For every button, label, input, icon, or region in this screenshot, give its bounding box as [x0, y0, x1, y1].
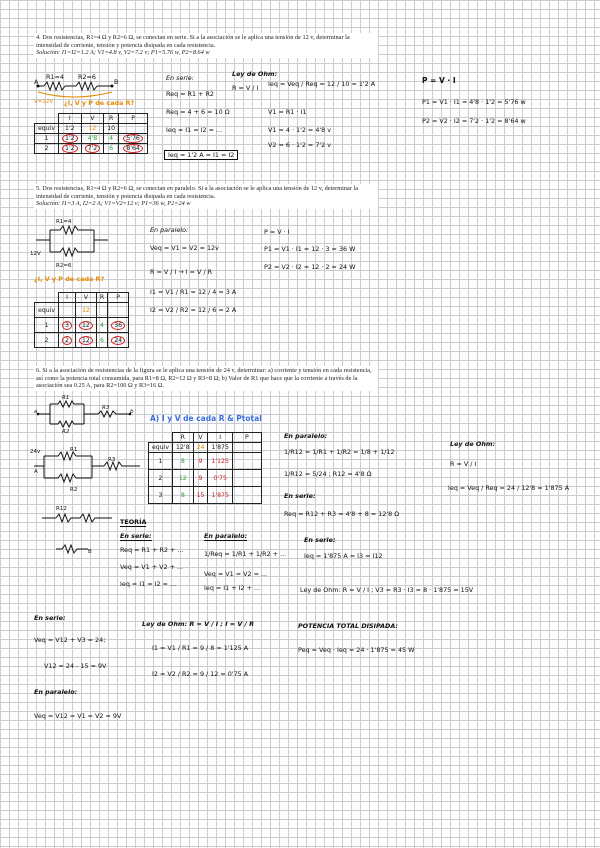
problem-5-solution: Solución: I1=3 A, I2=2 A; V1=V2=12 v; P1=36 w, P2=24 w [36, 200, 191, 208]
problem-6-theory-serie: En serie: [120, 532, 152, 540]
problem-6-pot-calc: Peq = Veq · Ieq = 24 · 1'875 = 45 W [298, 646, 415, 654]
problem-6-table [148, 432, 262, 504]
table-header-cell: P [108, 293, 129, 303]
table-cell [59, 134, 82, 144]
table-cell: 1'125 [208, 453, 232, 470]
table-cell-value: 3 [62, 321, 72, 330]
table-cell: 1'875 [208, 443, 232, 453]
table-header-cell: P [119, 114, 148, 124]
problem-4-ieq-formula: Ieq = I1 = I2 = ... [166, 126, 223, 134]
problem-5-p-formula: P = V · I [264, 228, 290, 236]
table-cell [81, 134, 104, 144]
problem-6-theory-paralelo: En paralelo: [204, 532, 248, 540]
table-cell-value: 12 [79, 336, 93, 345]
problem-4-r2-label: R2=6 [78, 73, 96, 81]
table-cell: 8 [173, 453, 194, 470]
table-header-cell [35, 114, 59, 124]
problem-4-v1-formula: V1 = R1 · I1 [268, 108, 307, 116]
problem-4-table [34, 113, 148, 154]
table-row [149, 470, 262, 487]
problem-5-i1: I1 = V1 / R1 = 12 / 4 = 3 A [150, 288, 237, 296]
problem-6-veq-par: Veq = V12 = V1 = V2 = 9V [34, 712, 122, 720]
table-cell: 8 [173, 487, 194, 504]
table-cell-value: 8'64 [123, 144, 143, 153]
table-header-cell: R [104, 114, 119, 124]
problem-5-i2: I2 = V2 / R2 = 12 / 6 = 2 A [150, 306, 237, 314]
problem-6-par-formula: 1/R12 = 1/R1 + 1/R2 = 1/8 + 1/12 [284, 448, 395, 456]
problem-4-ieq-value: Ieq = 1'2 A = I1 = I2 [164, 150, 238, 160]
problem-5-p2: P2 = V2 · I2 = 12 · 2 = 24 W [264, 263, 356, 271]
problem-4-solution: Solución: I1=I2=1.2 A; V1=4.8 v, V2=7.2 v; P1=5.76 w, P2=8.64 w [36, 49, 210, 57]
problem-5-text: 5. Dos resistencias, R1=4 Ω y R2=6 Ω, se conectan en paralelo. Si a la asociación se le aplica una tensión de 12 v, determinar la intensidad de corriente, tensión y potencia disipada en cada resistencia. [36, 185, 359, 200]
table-cell [59, 144, 82, 154]
problem-4-en-serie: En serie: [166, 74, 194, 82]
problem-5-r1-label: R1=4 [56, 219, 72, 225]
table-cell-value: 4'8 [87, 135, 98, 142]
table-cell-value: 24 [111, 336, 125, 345]
table-header-row [149, 433, 262, 443]
table-cell [119, 144, 148, 154]
problem-6-fig-r2: R2 [62, 429, 70, 435]
problem-6-statement [34, 366, 378, 391]
table-cell [108, 318, 129, 333]
table-cell [108, 333, 129, 348]
problem-6-ohm-v3: Ley de Ohm: R = V / I ; V3 = R3 · I3 = 8 · 1'875 = 15V [300, 586, 474, 594]
table-cell [75, 318, 96, 333]
problem-6-ohm-title: Ley de Ohm: [450, 440, 496, 448]
problem-6-pot-title: POTENCIA TOTAL DISIPADA: [298, 622, 398, 630]
table-cell [59, 303, 76, 318]
table-header-cell: V [81, 114, 104, 124]
table-cell: 12 [173, 470, 194, 487]
table-cell [232, 470, 261, 487]
table-row [35, 318, 129, 333]
table-cell: 2 [149, 470, 173, 487]
table-row [149, 443, 262, 453]
problem-6-par-result: 1/R12 = 5/24 ; R12 = 4'8 Ω [284, 470, 372, 478]
table-cell [59, 318, 76, 333]
table-cell: 24 [193, 443, 208, 453]
problem-6-veq-sum: Veq = V12 + V3 = 24; [34, 636, 106, 644]
table-cell [59, 333, 76, 348]
table-cell: 1'875 [208, 487, 232, 504]
table-header-cell: R [96, 293, 107, 303]
table-cell [119, 124, 148, 134]
problem-6-circ-r3: R3 [108, 457, 116, 463]
table-header-cell: P [232, 433, 261, 443]
problem-4-p-formula: P = V · I [422, 76, 456, 85]
problem-4-statement [34, 33, 378, 58]
problem-4-req-formula: Req = R1 + R2 [166, 90, 214, 98]
problem-4-ohm-title: Ley de Ohm: [232, 70, 278, 78]
problem-5-circuit [34, 224, 114, 264]
table-cell [75, 333, 96, 348]
problem-6-en-paralelo-2: En paralelo: [34, 688, 78, 696]
problem-5-p1: P1 = V1 · I1 = 12 · 3 = 36 W [264, 245, 356, 253]
table-cell: equiv [35, 124, 59, 134]
problem-6-figure [34, 398, 138, 432]
table-header-cell: R [173, 433, 194, 443]
problem-4-p1: P1 = V1 · I1 = 4'8 · 1'2 = 5'76 w [422, 98, 526, 106]
problem-4-v1-value: V1 = 4 · 1'2 = 4'8 v [268, 126, 332, 134]
table-cell-value: 12 [79, 321, 93, 330]
table-header-cell: V [75, 293, 96, 303]
problem-5-question: ¿I, V y P de cada R? [34, 275, 105, 283]
table-row [35, 144, 148, 154]
table-cell: 0'75 [208, 470, 232, 487]
table-header-cell: V [193, 433, 208, 443]
table-cell: 3 [149, 487, 173, 504]
problem-4-ohm-formula: R = V / I [232, 84, 259, 92]
problem-6-i2: I2 = V2 / R2 = 9 / 12 = 0'75 A [152, 670, 249, 678]
problem-6-circuit [30, 448, 150, 500]
table-cell: equiv [35, 303, 59, 318]
problem-6-ohm-ieq: Ieq = Veq / Req = 24 / 12'8 = 1'875 A [448, 484, 570, 492]
table-cell: 12 [81, 124, 104, 134]
problem-4-ohm-calc: Ieq = Veq / Req = 12 / 10 = 1'2 A [268, 80, 376, 88]
table-header-cell: I [59, 114, 82, 124]
problem-5-r2-label: R2=6 [56, 263, 72, 269]
problem-4-v2-value: V2 = 6 · 1'2 = 7'2 v [268, 141, 332, 149]
problem-6-en-paralelo: En paralelo: [284, 432, 328, 440]
table-cell: 10 [104, 124, 119, 134]
problem-4-question: ¿I, V y P de cada R? [64, 99, 135, 107]
table-cell-value: 1'2 [62, 134, 78, 143]
problem-6-fig-r1: R1 [62, 395, 70, 401]
table-cell: 1 [35, 318, 59, 333]
problem-6-i1: I1 = V1 / R1 = 9 / 8 = 1'125 A [152, 644, 249, 652]
problem-6-equiv-circuit [54, 542, 94, 556]
table-cell: 15 [193, 487, 208, 504]
table-row [35, 124, 148, 134]
problem-6-series-req: Req = R12 + R3 = 4'8 + 8 = 12'8 Ω [284, 510, 400, 518]
problem-6-en-serie-3: En serie: [34, 614, 66, 622]
problem-6-en-serie: En serie: [284, 492, 316, 500]
table-cell [232, 487, 261, 504]
problem-6-voltage-label: 24v [30, 449, 41, 455]
problem-5-statement [34, 184, 378, 209]
table-cell [81, 144, 104, 154]
problem-5-veq: Veq = V1 = V2 = 12v [150, 244, 219, 252]
table-cell-value: 7'2 [85, 144, 101, 153]
problem-6-theory-req: Req = R1 + R2 + ... [120, 546, 184, 554]
table-cell: 6 [96, 333, 107, 348]
problem-5-table [34, 292, 129, 348]
table-cell [232, 453, 261, 470]
problem-5-en-paralelo: En paralelo: [150, 226, 189, 234]
problem-6-theory-veq: Veq = V1 + V2 + ... [120, 563, 184, 571]
table-row [149, 453, 262, 470]
problem-6-teoria: TEORÍA [120, 518, 147, 526]
table-header-cell [35, 293, 59, 303]
problem-6-circ-r1: R1 [70, 447, 78, 453]
table-cell [96, 303, 107, 318]
table-row [35, 134, 148, 144]
problem-6-en-serie-2: En serie: [304, 536, 336, 544]
table-cell: 12 [75, 303, 96, 318]
problem-6-fig-b: b [130, 409, 134, 415]
problem-6-circ-r2: R2 [70, 487, 78, 493]
problem-6-heading-a: A) I y V de cada R & Ptotal [150, 414, 262, 423]
problem-4-b-label: B [114, 78, 119, 86]
problem-4-req-value: Req = 4 + 6 = 10 Ω [166, 108, 230, 116]
problem-6-theory-par-veq: Veq = V1 = V2 = ... [204, 570, 268, 578]
problem-6-theory-par-req: 1/Req = 1/R1 + 1/R2 + ... [204, 550, 287, 558]
table-header-cell: I [59, 293, 76, 303]
problem-6-circ-a: A [34, 469, 38, 475]
problem-6-ohm-r: R = V / I [450, 460, 477, 468]
problem-4-p2: P2 = V2 · I2 = 7'2 · 1'2 = 8'64 w [422, 117, 526, 125]
table-cell: 12'8 [173, 443, 194, 453]
problem-4-a-label: A [34, 78, 39, 86]
table-cell-value: 5'76 [123, 134, 143, 143]
table-cell-value: 1'2 [62, 144, 78, 153]
table-cell-value: 36 [111, 321, 125, 330]
problem-6-ieq-eq: Ieq = 1'875 A = I3 = I12 [304, 552, 383, 560]
table-cell [232, 443, 261, 453]
table-cell: 2 [35, 144, 59, 154]
problem-6-fig-a: a [34, 409, 38, 415]
problem-4-text: 4. Dos resistencias, R1=4 Ω y R2=6 Ω, se conectan en serie. Si a la asociación se le aplica una tensión de 12 v, determinar la intensidad de corriente, tensión y potencia disipada en cada resistencia. [36, 34, 350, 49]
problem-6-ohm2-title: Ley de Ohm: R = V / I ; I = V / R [142, 620, 255, 628]
problem-5-v-label: 12V [30, 251, 41, 257]
table-cell: 2 [35, 333, 59, 348]
table-row [149, 487, 262, 504]
problem-6-reduced-circuit [40, 508, 120, 528]
table-cell: 1 [35, 134, 59, 144]
problem-6-v12: V12 = 24 - 15 = 9V [44, 662, 107, 670]
problem-6-theory-ieq: Ieq = I1 = I2 = ... [120, 580, 177, 588]
table-cell: 1'2 [59, 124, 82, 134]
table-cell: equiv [149, 443, 173, 453]
table-header-cell [149, 433, 173, 443]
table-row [35, 303, 129, 318]
table-cell [119, 134, 148, 144]
problem-6-fig-r3: R3 [102, 405, 110, 411]
problem-6-circ-r12: R12 [56, 506, 67, 512]
table-cell: 4 [96, 318, 107, 333]
table-header-row [35, 114, 148, 124]
problem-6-text: 6. Si a la asociación de resistencias de la figura se le aplica una tensión de 24 v, determinar: a) corriente y tensión en cada resistencia, así como la potencia total consumida, para R1=8 Ω, R2=12 Ω y R3=8 Ω; b) Valor de R1 que hace que la corriente a través de la asociación sea 0.25 A, para R2=100 Ω y R3=16 Ω. [36, 367, 372, 390]
table-cell: 9 [193, 453, 208, 470]
problem-5-ohm: R = V / I → I = V / R [150, 268, 213, 276]
table-row [35, 333, 129, 348]
problem-4-voltage-label: V=12V [34, 99, 54, 105]
table-header-row [35, 293, 129, 303]
problem-6-circ-b: B [88, 549, 92, 555]
table-header-cell: I [208, 433, 232, 443]
table-cell [108, 303, 129, 318]
table-cell: 6 [104, 144, 119, 154]
table-cell-value: 2 [62, 336, 72, 345]
problem-4-r1-label: R1=4 [46, 73, 64, 81]
table-cell: 1 [149, 453, 173, 470]
problem-6-theory-par-ieq: Ieq = I1 + I2 + ... [204, 584, 261, 592]
table-cell: 9 [193, 470, 208, 487]
table-cell: 4 [104, 134, 119, 144]
